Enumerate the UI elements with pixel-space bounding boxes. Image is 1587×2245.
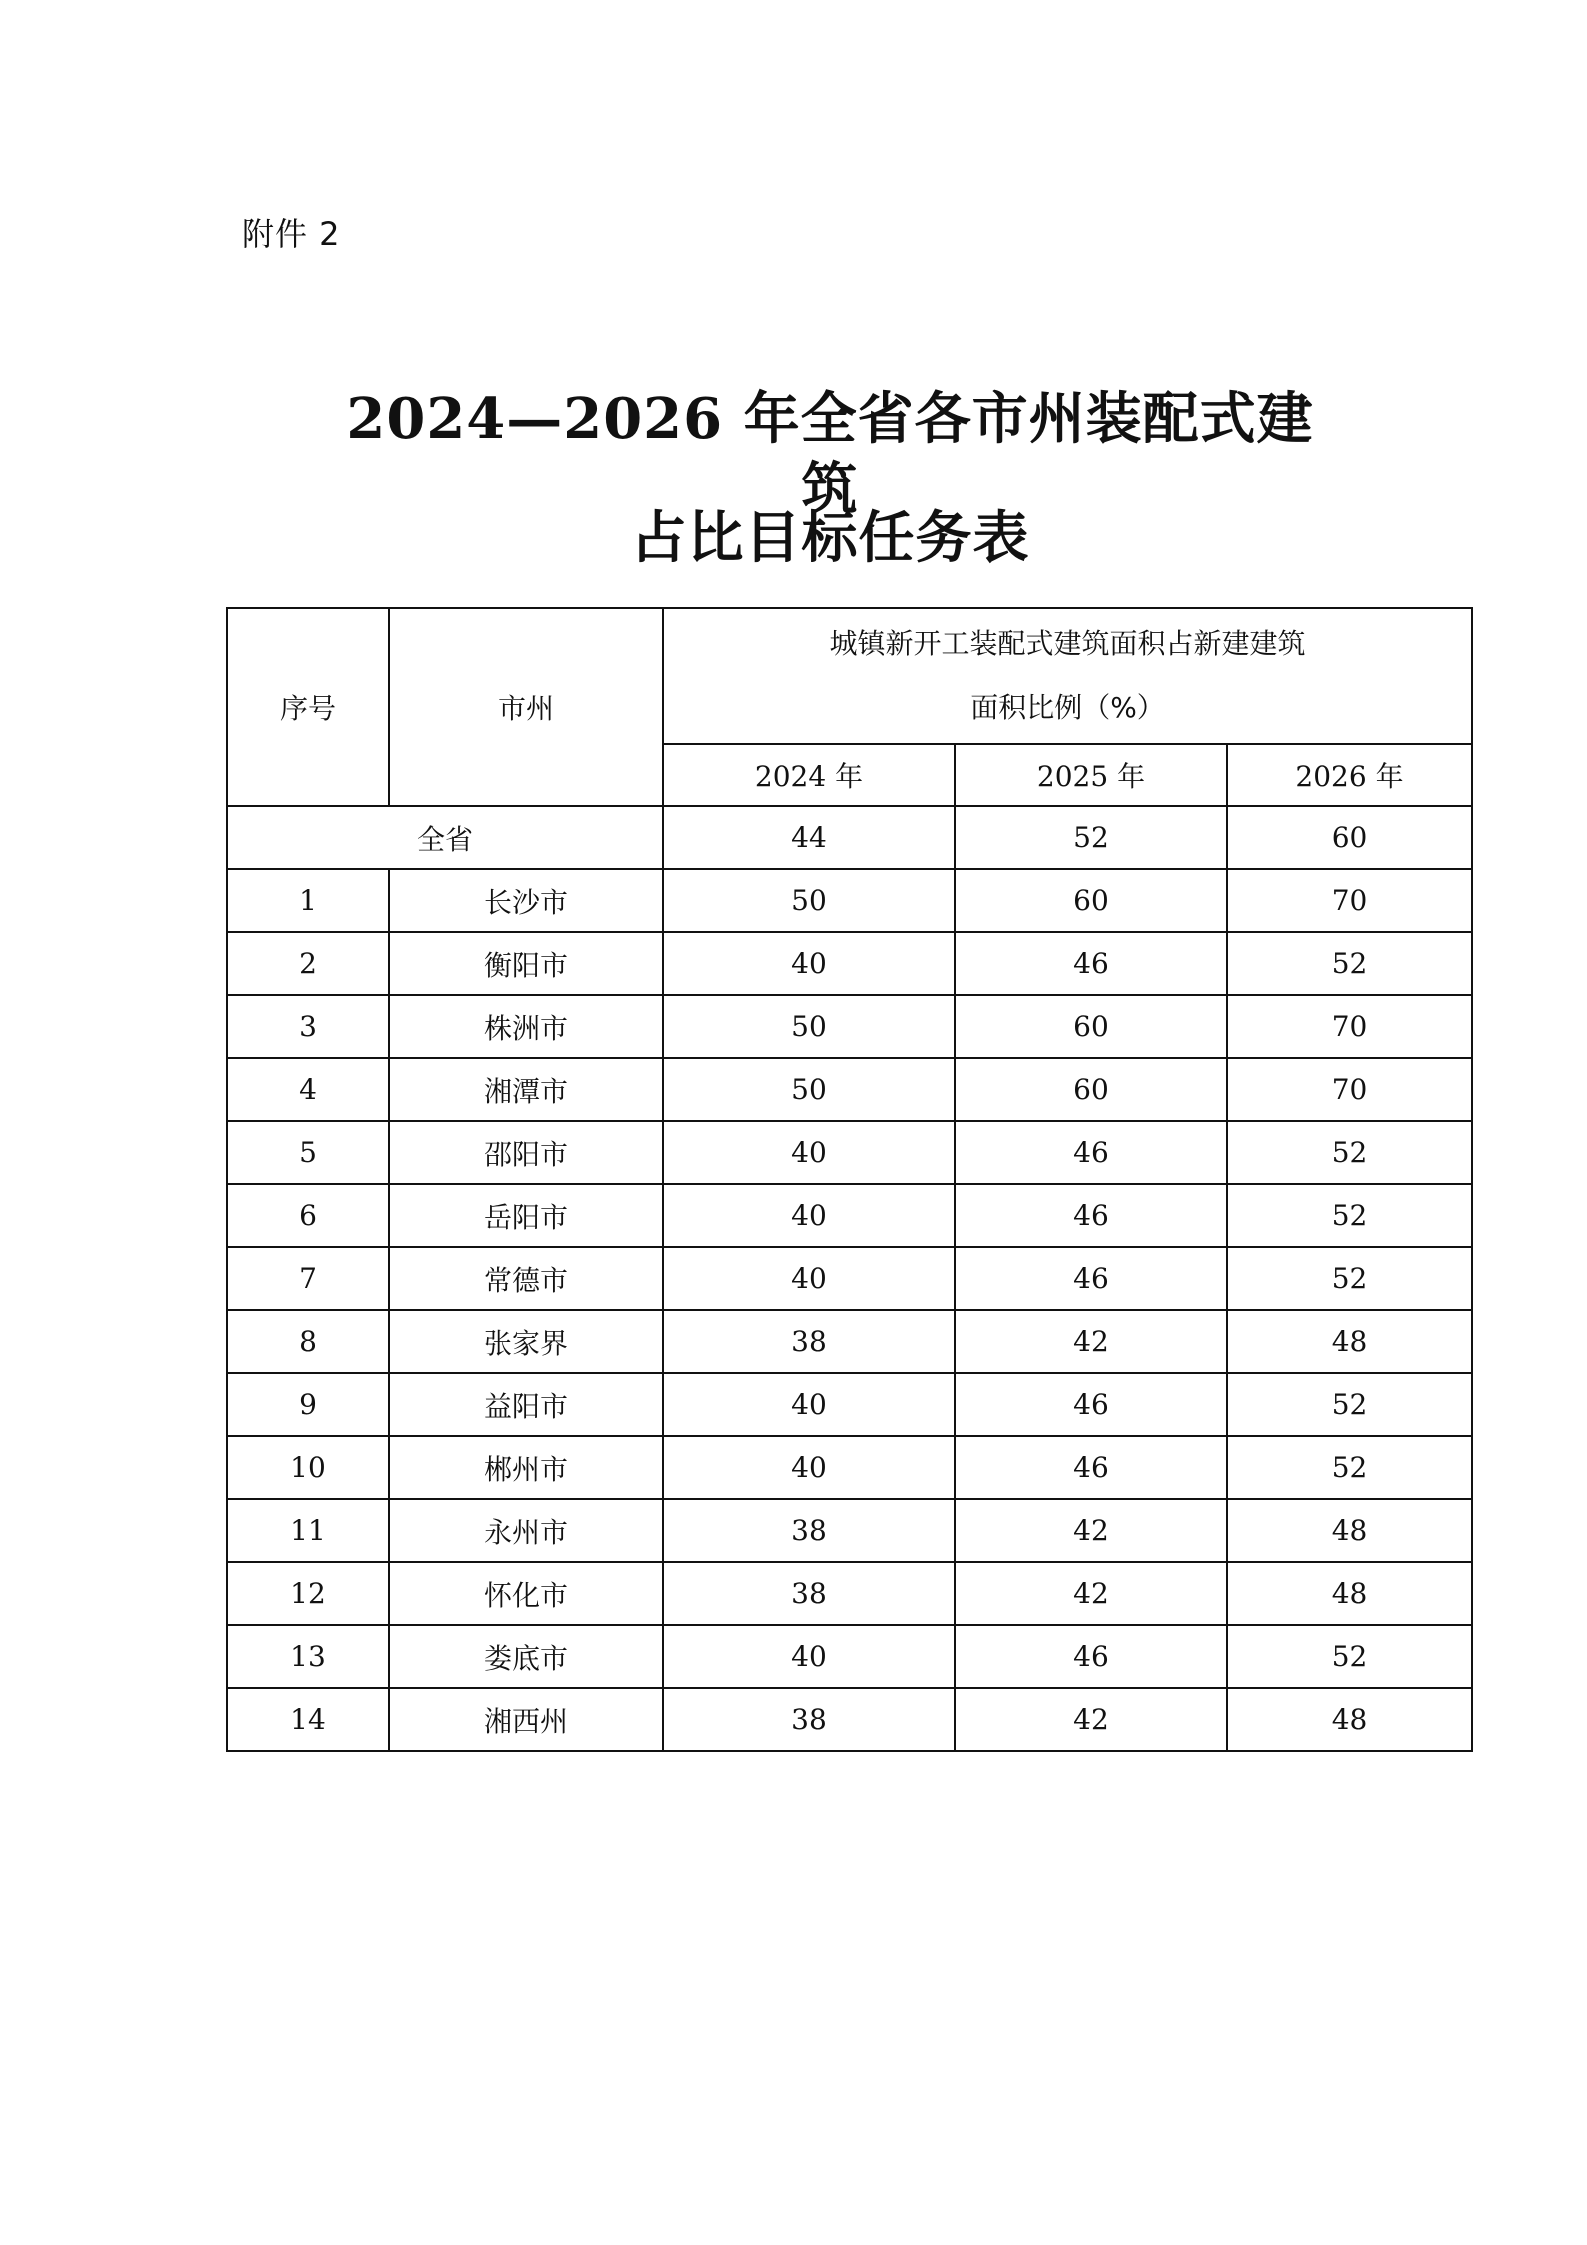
header-year-2026: 2026 年 bbox=[1227, 744, 1472, 806]
row-number: 11 bbox=[227, 1499, 389, 1562]
row-value-2026: 52 bbox=[1227, 1184, 1472, 1247]
row-value-2025: 46 bbox=[955, 1184, 1227, 1247]
row-number: 12 bbox=[227, 1562, 389, 1625]
row-number: 1 bbox=[227, 869, 389, 932]
row-value-2024: 40 bbox=[663, 1247, 955, 1310]
row-value-2024: 38 bbox=[663, 1562, 955, 1625]
row-number: 8 bbox=[227, 1310, 389, 1373]
row-number: 7 bbox=[227, 1247, 389, 1310]
row-value-2026: 48 bbox=[1227, 1562, 1472, 1625]
row-city: 益阳市 bbox=[389, 1373, 663, 1436]
row-value-2024: 50 bbox=[663, 995, 955, 1058]
table-row bbox=[227, 1310, 1472, 1373]
row-value-2026: 70 bbox=[1227, 1058, 1472, 1121]
row-number: 3 bbox=[227, 995, 389, 1058]
row-city: 张家界 bbox=[389, 1310, 663, 1373]
row-value-2025: 46 bbox=[955, 1436, 1227, 1499]
row-value-2026: 48 bbox=[1227, 1688, 1472, 1751]
row-value-2026: 52 bbox=[1227, 1247, 1472, 1310]
header-year-2024: 2024 年 bbox=[663, 744, 955, 806]
row-number: 13 bbox=[227, 1625, 389, 1688]
row-city: 邵阳市 bbox=[389, 1121, 663, 1184]
row-value-2025: 46 bbox=[955, 1247, 1227, 1310]
row-city: 湘潭市 bbox=[389, 1058, 663, 1121]
header-metric bbox=[663, 608, 1472, 744]
table-row bbox=[227, 1373, 1472, 1436]
row-number: 2 bbox=[227, 932, 389, 995]
table-row bbox=[227, 1184, 1472, 1247]
total-label: 全省 bbox=[227, 806, 663, 869]
row-number: 5 bbox=[227, 1121, 389, 1184]
row-number: 6 bbox=[227, 1184, 389, 1247]
table-row bbox=[227, 1121, 1472, 1184]
row-number: 4 bbox=[227, 1058, 389, 1121]
row-city: 常德市 bbox=[389, 1247, 663, 1310]
row-city: 郴州市 bbox=[389, 1436, 663, 1499]
row-city: 娄底市 bbox=[389, 1625, 663, 1688]
total-value-2026: 60 bbox=[1227, 806, 1472, 869]
table-row bbox=[227, 1058, 1472, 1121]
row-value-2024: 50 bbox=[663, 1058, 955, 1121]
table-row bbox=[227, 869, 1472, 932]
row-value-2024: 38 bbox=[663, 1499, 955, 1562]
target-table bbox=[226, 607, 1473, 1752]
row-number: 10 bbox=[227, 1436, 389, 1499]
header-no: 序号 bbox=[227, 608, 389, 806]
row-city: 株洲市 bbox=[389, 995, 663, 1058]
row-value-2026: 48 bbox=[1227, 1310, 1472, 1373]
row-value-2025: 42 bbox=[955, 1562, 1227, 1625]
row-value-2025: 42 bbox=[955, 1499, 1227, 1562]
row-value-2024: 40 bbox=[663, 1121, 955, 1184]
table-body bbox=[227, 806, 1472, 1751]
row-city: 衡阳市 bbox=[389, 932, 663, 995]
row-city: 永州市 bbox=[389, 1499, 663, 1562]
row-value-2025: 46 bbox=[955, 932, 1227, 995]
row-value-2024: 38 bbox=[663, 1310, 955, 1373]
row-value-2025: 46 bbox=[955, 1121, 1227, 1184]
row-value-2026: 70 bbox=[1227, 995, 1472, 1058]
row-value-2024: 40 bbox=[663, 1373, 955, 1436]
header-year-2025: 2025 年 bbox=[955, 744, 1227, 806]
document-title-line-1: 2024—2026 年全省各市州装配式建筑 bbox=[346, 386, 1314, 522]
row-value-2026: 48 bbox=[1227, 1499, 1472, 1562]
attachment-label: 附件 2 bbox=[242, 215, 341, 253]
row-number: 14 bbox=[227, 1688, 389, 1751]
row-value-2025: 42 bbox=[955, 1310, 1227, 1373]
table-row bbox=[227, 1436, 1472, 1499]
table-row bbox=[227, 1688, 1472, 1751]
row-value-2025: 46 bbox=[955, 1373, 1227, 1436]
row-number: 9 bbox=[227, 1373, 389, 1436]
row-value-2024: 38 bbox=[663, 1688, 955, 1751]
row-value-2025: 60 bbox=[955, 1058, 1227, 1121]
row-city: 岳阳市 bbox=[389, 1184, 663, 1247]
table-row bbox=[227, 1562, 1472, 1625]
header-row-top bbox=[227, 608, 1472, 744]
row-value-2026: 70 bbox=[1227, 869, 1472, 932]
row-value-2026: 52 bbox=[1227, 932, 1472, 995]
row-value-2026: 52 bbox=[1227, 1121, 1472, 1184]
total-value-2025: 52 bbox=[955, 806, 1227, 869]
table-row-total bbox=[227, 806, 1472, 869]
row-value-2024: 50 bbox=[663, 869, 955, 932]
row-city: 长沙市 bbox=[389, 869, 663, 932]
header-city: 市州 bbox=[389, 608, 663, 806]
row-value-2024: 40 bbox=[663, 1625, 955, 1688]
header-metric-line-2: 面积比例（%） bbox=[970, 691, 1165, 724]
row-value-2024: 40 bbox=[663, 932, 955, 995]
row-value-2026: 52 bbox=[1227, 1373, 1472, 1436]
row-value-2025: 46 bbox=[955, 1625, 1227, 1688]
row-city: 湘西州 bbox=[389, 1688, 663, 1751]
row-value-2024: 40 bbox=[663, 1184, 955, 1247]
row-value-2025: 42 bbox=[955, 1688, 1227, 1751]
table-row bbox=[227, 1247, 1472, 1310]
row-value-2026: 52 bbox=[1227, 1436, 1472, 1499]
table-row bbox=[227, 932, 1472, 995]
row-city: 怀化市 bbox=[389, 1562, 663, 1625]
total-value-2024: 44 bbox=[663, 806, 955, 869]
row-value-2024: 40 bbox=[663, 1436, 955, 1499]
row-value-2026: 52 bbox=[1227, 1625, 1472, 1688]
table-row bbox=[227, 1625, 1472, 1688]
table-row bbox=[227, 1499, 1472, 1562]
table-row bbox=[227, 995, 1472, 1058]
row-value-2025: 60 bbox=[955, 995, 1227, 1058]
header-metric-line-1: 城镇新开工装配式建筑面积占新建建筑 bbox=[829, 627, 1306, 660]
document-title-line-2: 占比目标任务表 bbox=[630, 505, 1030, 571]
table-header bbox=[227, 608, 1472, 806]
row-value-2025: 60 bbox=[955, 869, 1227, 932]
